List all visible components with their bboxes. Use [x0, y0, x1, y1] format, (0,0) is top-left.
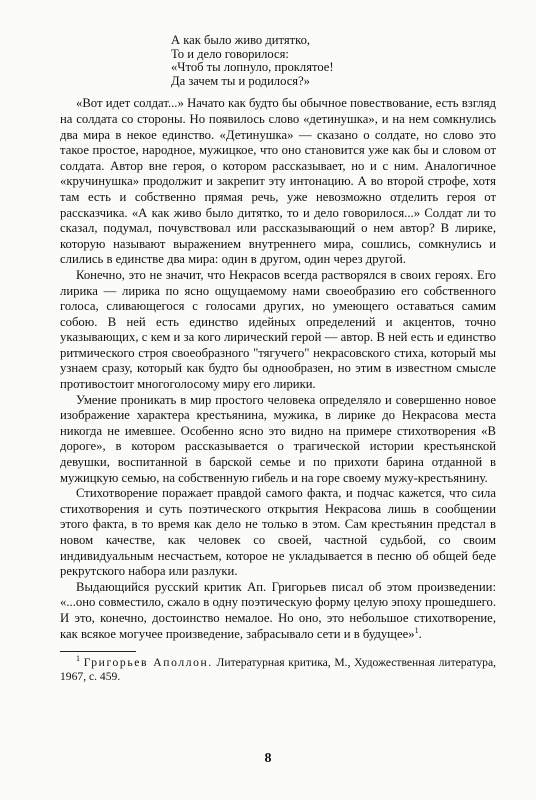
paragraph-2: Конечно, это не значит, что Некрасов всегда растворялся в своих героях. Его лирика — лирика по ясно ощущаемому нами своеобразию его собственного голоса, сливающегося с голосами других, но умеющего оставаться самим собою. В ней есть единство идейных определений и акцентов, точно указывающих, с кем и за кого лирический герой — автор. В ней есть и единство ритмического строя своеобразного "тягучего" некрасовского стиха, который мы узнаем сразу, который как будто бы однообразен, но этим в известном смысле противостоит многоголосому миру его лирики.	[60, 267, 496, 392]
footnote-text: Литературная критика, М., Художественная литература, 1967, с. 459.	[60, 656, 497, 684]
footnote-author: Григорьев Аполлон.	[83, 656, 213, 670]
poem-line: А как было живо дитятко,	[171, 33, 311, 47]
footnote-divider	[60, 651, 136, 652]
poem-excerpt	[171, 34, 496, 88]
footnote-marker: 1	[76, 654, 80, 664]
paragraph-1: «Вот идет солдат...» Начато как будто бы обычное повествование, есть взгляд на солдата со стороны. Но появилось слово «детинушка», и на нем сомкнулись два мира в некое единство. «Детинушка» — сказано о солдате, но слово это такое простое, народное, мужицкое, что оно становится уже как бы и словом от солдата. Автор вне героя, о котором рассказывает, но и с ним. Аналогичное «кручинушка» продолжит и закрепит эту интонацию. А во второй строфе, хотя там есть и собственно прямая речь, уже невозможно отделить героя от рассказчика. «А как живо было дитятко, то и дело говорилося...» Солдат ли то сказал, подумал, почувствовал или рассказывающий о нем автор? В лирике, которую называют выражением внутреннего мира, сошлись, сомкнулись и слились в единстве два мира: один в другом, один через другой.	[60, 96, 496, 267]
page-number: 8	[264, 751, 272, 766]
poem-line: «Чтоб ты лопнуло, проклятое!	[171, 60, 334, 75]
footnote	[60, 656, 496, 684]
poem-line: Да зачем ты и родилося?»	[171, 73, 310, 88]
footnote-reference: 1	[414, 625, 419, 635]
poem-line: То и дело говорилося:	[171, 46, 289, 61]
paragraph-5: Выдающийся русский критик Ап. Григорьев писал об этом произведении: «...оно совместило, сжало в одну поэтическую форму целую эпоху прошедшего. И это, конечно, достоинство немалое. Но оно, это небольшое стихотворение, как всякое могучее произведение, забрасывало сети и в будущее»$^1$.	[60, 579, 496, 641]
paragraph-3: Умение проникать в мир простого человека определяло и совершенно новое изображение характера крестьянина, мужика, в лирике до Некрасова места никогда не имевшее. Особенно ясно это видно на примере стихотворения «В дороге», в котором рассказывается о трагической истории крестьянской девушки, воспитанной в барской семье и по прихоти барина отданной в мужицкую семью, на собственную гибель и на горе своему мужу-крестьянину.	[60, 392, 496, 485]
paragraph-5-text: Выдающийся русский критик Ап. Григорьев писал об этом произведении: «...оно совместило, сжало в одну поэтическую форму целую эпоху прошедшего. И это, конечно, достоинство немалое. Но оно, это небольшое стихотворение, как всякое могучее произведение, забрасывало сети и в будущее»	[60, 579, 496, 641]
paragraph-4: Стихотворение поражает правдой самого факта, и подчас кажется, что сила стихотворения и суть поэтического открытия Некрасова лишь в сообщении этого факта, в то время как дело не только в этом. Сам крестьянин предстал в новом качестве, как человек со своей, частной судьбой, со своим индивидуальным несчастьем, которое не укладывается в песню об общей беде рекрутского набора или разлуки.	[60, 486, 496, 579]
